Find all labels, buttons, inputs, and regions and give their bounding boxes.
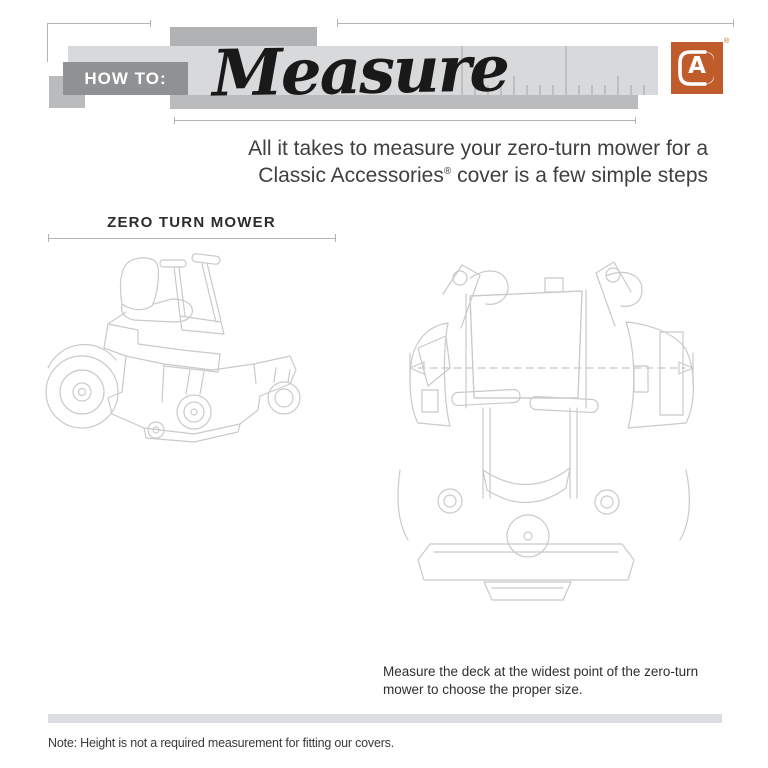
kicker-label: HOW TO: (84, 68, 167, 88)
caption-line-1: Measure the deck at the widest point of the zero-turn (383, 664, 699, 679)
footnote: Note: Height is not a required measurement for fitting our covers. (48, 736, 394, 750)
intro-line-2: Classic Accessories® cover is a few simple steps (258, 164, 708, 187)
width-measurement-arrow (410, 353, 693, 385)
mower-side-view-illustration (42, 252, 314, 452)
classic-accessories-logo (671, 42, 723, 94)
dimension-line-top-right (337, 23, 733, 24)
intro-text (168, 137, 708, 187)
kicker-box (63, 62, 188, 95)
dimension-tick (635, 117, 636, 124)
dimension-tick (337, 19, 338, 27)
page-title: Measure (211, 31, 509, 112)
footer-divider-bar (48, 714, 722, 723)
dimension-tick (335, 234, 336, 242)
section-label: ZERO TURN MOWER (107, 214, 276, 231)
dimension-tick (48, 234, 49, 242)
registered-mark: ® (443, 166, 452, 177)
dimension-tick (47, 23, 48, 62)
logo-registered-mark: ® (724, 38, 730, 45)
svg-text:A: A (688, 53, 706, 79)
dimension-tick (174, 117, 175, 124)
caption-line-2: mower to choose the proper size. (383, 682, 583, 697)
dimension-line-banner-bottom (174, 120, 635, 121)
dimension-tick (150, 20, 151, 27)
measurement-caption (383, 663, 698, 699)
mower-front-view-illustration (388, 248, 718, 608)
dimension-line-section (48, 238, 335, 239)
intro-line-1: All it takes to measure your zero-turn mower for a (248, 137, 708, 160)
dimension-line-top-left (47, 23, 150, 24)
dimension-tick (733, 19, 734, 27)
